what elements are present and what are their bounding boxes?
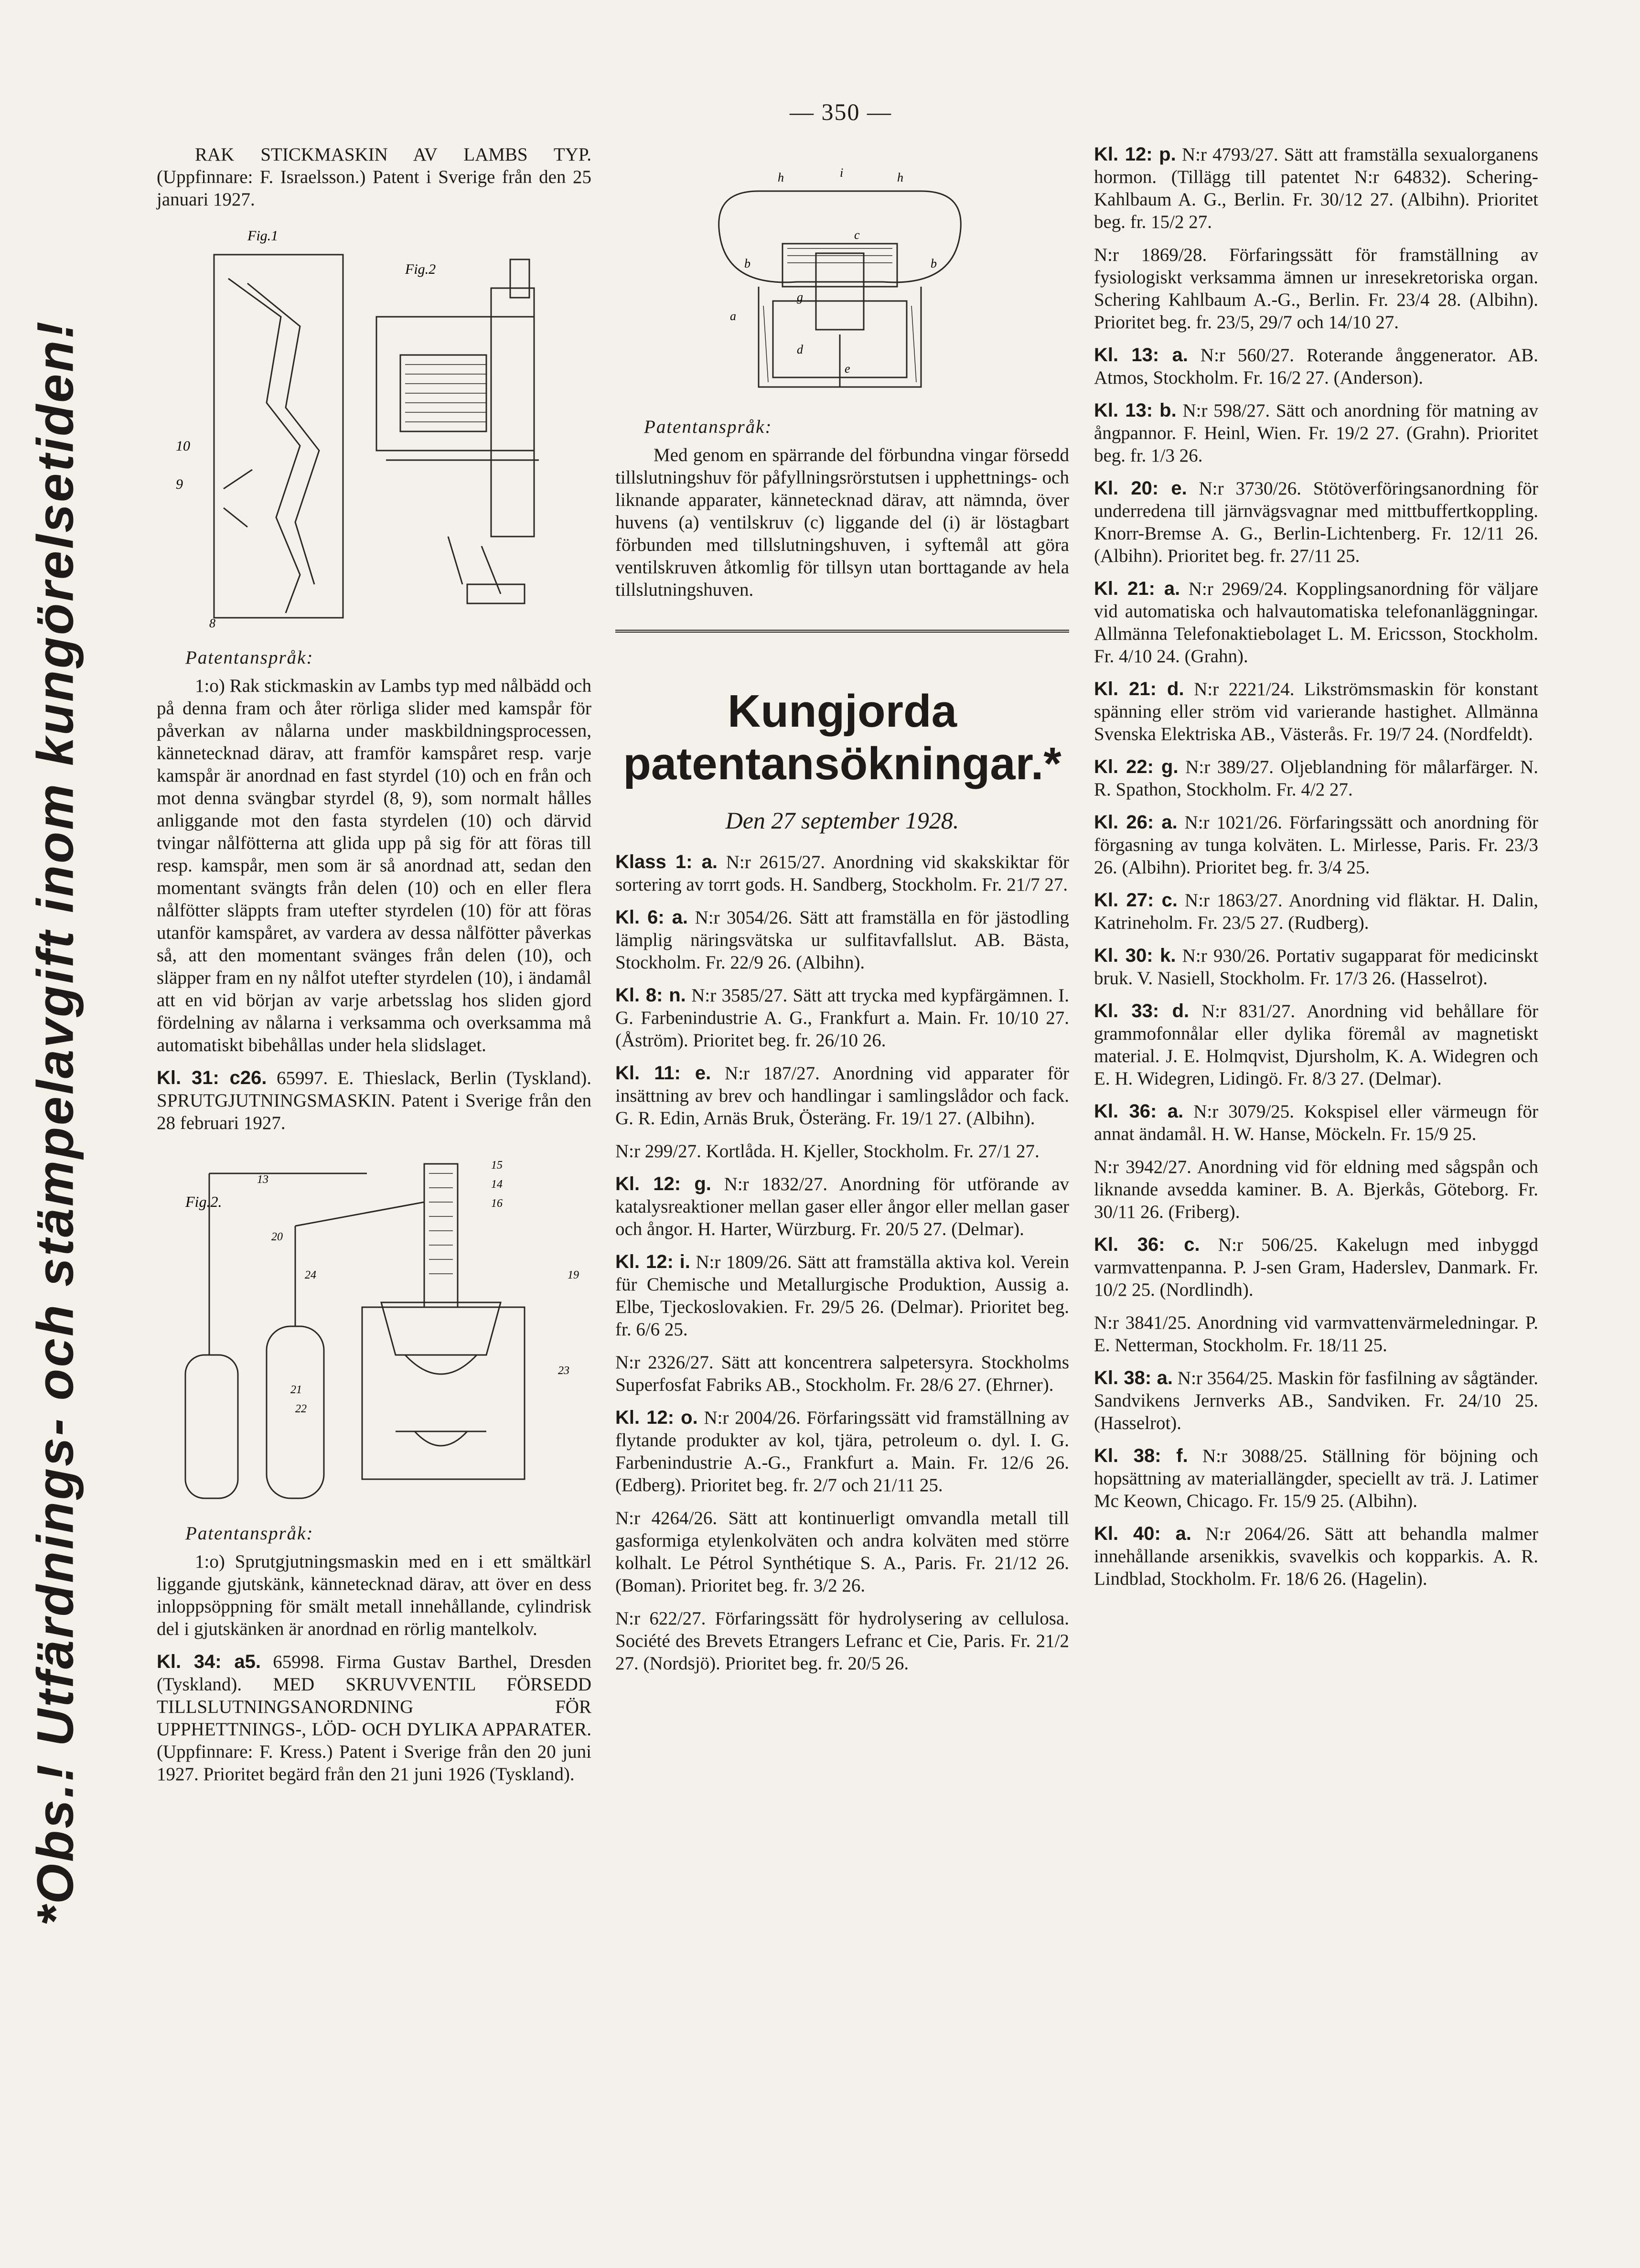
entry-text: N:r 1809/26. Sätt att framställa aktiva kol. Verein für Chemische und Metallurgische Produktion, Aussig a. Elbe, Tjeckoslovakien. Fr. 29/5 26. (Delmar). Prioritet beg. fr. 6/6 25. bbox=[615, 1252, 1069, 1340]
fig2b-num: 24 bbox=[305, 1269, 316, 1281]
class-heading: Kl. 34: a5. bbox=[157, 1651, 261, 1672]
class-heading: Kl. 12: g. bbox=[615, 1173, 711, 1194]
page-number: — 350 — bbox=[790, 98, 892, 125]
application-entry bbox=[615, 1607, 1069, 1675]
entry-text: N:r 389/27. Oljeblandning för målarfärger. N. R. Spathon, Stockholm. Fr. 4/2 27. bbox=[1094, 757, 1539, 800]
application-entry bbox=[1094, 244, 1538, 333]
class-heading: Kl. 12: o. bbox=[615, 1407, 698, 1428]
entry-text: N:r 2004/26. Förfaringssätt vid framställning av flytande produkter av kol, tjära, petroleum o. dyl. I. G. Farbenindustrie A.-G., Frankfurt a. Main. Fr. 12/6 26. (Edberg). Prioritet beg. fr. 2/7 och 21/11 25. bbox=[615, 1408, 1069, 1495]
class-heading: Kl. 38: a. bbox=[1094, 1367, 1173, 1388]
fig2b-num: 20 bbox=[271, 1231, 283, 1243]
class-heading: Kl. 26: a. bbox=[1094, 812, 1178, 833]
class-heading: Kl. 27: c. bbox=[1094, 890, 1178, 911]
entry-text: N:r 622/27. Förfaringssätt för hydrolysering av cellulosa. Société des Brevets Etrangers Lefranc et Cie, Paris. Fr. 21/2 27. (Nordsjö). Prioritet beg. fr. 20/5 26. bbox=[615, 1608, 1069, 1674]
section-divider bbox=[615, 630, 1069, 633]
entry-text: N:r 3079/25. Kokspisel eller värmeugn för annat ändamål. H. W. Hanse, Möckeln. Fr. 15/9 25. bbox=[1094, 1101, 1538, 1144]
class-heading: Kl. 40: a. bbox=[1094, 1523, 1191, 1544]
application-entry bbox=[615, 1173, 1069, 1240]
patent-entry: 65997. E. Thieslack, Berlin (Tyskland). SPRUTGJUTNINGSMASKIN. Patent i Sverige från den 28 februari 1927. bbox=[157, 1068, 591, 1133]
fig-label: h bbox=[778, 171, 784, 184]
application-entry bbox=[1094, 1000, 1538, 1090]
entry-text: N:r 930/26. Portativ sugapparat för medicinskt bruk. V. Nasiell, Stockholm. Fr. 17/3 26. (Hasselrot). bbox=[1094, 946, 1538, 989]
class-heading: Kl. 13: b. bbox=[1094, 400, 1177, 421]
entry-text: N:r 3942/27. Anordning vid för eldning med sågspån och liknande avsedda kaminer. B. A. Bjerkås, Göteborg. Fr. 30/11 26. (Friberg). bbox=[1094, 1157, 1538, 1222]
entry-text: N:r 1863/27. Anordning vid fläktar. H. Dalin, Katrineholm. Fr. 23/5 27. (Rudberg). bbox=[1094, 890, 1539, 933]
fig-label: h bbox=[897, 171, 903, 184]
fig1-num-10: 10 bbox=[176, 438, 190, 454]
claim-heading: Patentanspråk: bbox=[644, 417, 772, 437]
application-entry bbox=[1094, 344, 1538, 389]
application-entry bbox=[615, 984, 1069, 1052]
fig2b-num: 15 bbox=[491, 1159, 503, 1172]
class-heading: Kl. 11: e. bbox=[615, 1063, 711, 1084]
application-list bbox=[1094, 143, 1538, 1590]
fig1-num-8: 8 bbox=[209, 616, 215, 630]
claim-text: 1:o) Rak stickmaskin av Lambs typ med nålbädd och på denna fram och åter rörliga slider med kamspår för påverkan av nålarna under maskbildningsprocessen, kännetecknad därav, att framför kamspåret resp. varje kamspår är anordnad en fast styrdel (10) och en från och mot denna svängbar styrdel (8, 9), som normalt hålles anliggande mot den fasta styrdelen (10) och därvid tvingar nålfötterna att glida upp på sig för att föras till resp. kamspår, men som är så anordnad att, sedan den momentant svängts från delen (10) och en eller flera nålfötter släppts fram utefter styrdelen (10) för att föras utanför kamspåret, av vardera av dessa nålfötter påverkas så, att den momentant svänges från delen (10), och släpper fram en ny nålfot utefter styrdelen (10), i ändamål att en vid början av varje arbetsslag hos sliden gjord fördelning av nålarna i verksamma och overksamma må automatiskt bibehållas under hela slidslaget. bbox=[157, 676, 591, 1055]
entry-text: N:r 831/27. Anordning vid behållare för grammofonnålar eller dylika föremål av magnetiskt material. J. E. Holmqvist, Djursholm, K. A. Widegren och E. H. Widegren, Lidingö. Fr. 8/3 27. (Delmar). bbox=[1094, 1001, 1539, 1089]
claim-text: Med genom en spärrande del förbundna vingar försedd tillslutningshuv för påfyllningsrörstutsen i upphettnings- och liknande apparater, kännetecknad därav, att nämnda, över huvens (a) ventilskruv (c) liggande del (i) är löstagbart förbunden med tillslutningshuven, i syftemål att göra ventilskruven åtkomlig för tillsyn utan borttagande av hela tillslutningshuven. bbox=[615, 445, 1069, 600]
application-entry bbox=[1094, 1523, 1538, 1590]
fig2b-num: 14 bbox=[491, 1178, 503, 1191]
column-2 bbox=[615, 143, 1069, 1685]
fig2b-num: 19 bbox=[568, 1269, 579, 1281]
class-heading: Kl. 21: a. bbox=[1094, 578, 1180, 599]
application-entry bbox=[1094, 477, 1538, 567]
application-entry bbox=[1094, 889, 1538, 934]
column-3 bbox=[1094, 143, 1538, 1601]
entry-text: N:r 3088/25. Ställning för böjning och hopsättning av materiallängder, speciellt av trä. J. Latimer Mc Keown, Chicago. Fr. 15/9 25. (Albihn). bbox=[1094, 1446, 1538, 1511]
patent-entry: 65998. Firma Gustav Barthel, Dresden (Tyskland). MED SKRUVVENTIL FÖRSEDD TILLSLUTNINGSANORDNING FÖR UPPHETTNINGS-, LÖD- OCH DYLIKA APPARATER. (Uppfinnare: F. Kress.) Patent i Sverige från den 20 juni 1927. Prioritet begärd från den 21 juni 1926 (Tyskland). bbox=[157, 1652, 592, 1784]
application-entry bbox=[615, 851, 1069, 896]
class-heading: Kl. 38: f. bbox=[1094, 1445, 1188, 1466]
claim-heading: Patentanspråk: bbox=[185, 1523, 314, 1544]
fig2-label: Fig.2 bbox=[405, 261, 436, 277]
fig-label: i bbox=[840, 166, 844, 180]
fig2b-num: 22 bbox=[295, 1403, 307, 1415]
entry-text: N:r 1021/26. Förfaringssätt och anordning för förgasning av tunga kolväten. L. Mirlesse, Paris. Fr. 23/3 26. (Albihn). Prioritet beg. fr. 3/4 25. bbox=[1094, 812, 1539, 878]
fig2b-num: 23 bbox=[558, 1365, 569, 1377]
application-entry bbox=[615, 906, 1069, 974]
class-heading: Kl. 31: c26. bbox=[157, 1067, 267, 1088]
class-heading: Kl. 36: c. bbox=[1094, 1234, 1200, 1255]
application-entry bbox=[1094, 1445, 1538, 1512]
figure-tillslutningshuv bbox=[615, 162, 1064, 401]
class-heading: Kl. 13: a. bbox=[1094, 344, 1188, 365]
application-entry bbox=[1094, 1311, 1538, 1356]
class-heading: Kl. 21: d. bbox=[1094, 678, 1184, 699]
fig1-num-9: 9 bbox=[176, 476, 183, 492]
fig-label: c bbox=[854, 228, 860, 242]
fig2b-label: Fig.2. bbox=[185, 1193, 222, 1210]
fig2b-num: 21 bbox=[290, 1384, 302, 1396]
class-heading: Kl. 12: i. bbox=[615, 1251, 690, 1272]
fig-label: g bbox=[797, 290, 803, 304]
fig2b-num: 13 bbox=[257, 1173, 268, 1186]
application-entry bbox=[615, 1251, 1069, 1341]
application-entry bbox=[1094, 143, 1538, 233]
application-entry bbox=[615, 1351, 1069, 1396]
figure-1-stickmaskin bbox=[157, 221, 587, 632]
entry-text: N:r 598/27. Sätt och anordning för matning av ångpannor. F. Heinl, Wien. Fr. 19/2 27. (Grahn). Prioritet beg. fr. 1/3 26. bbox=[1094, 400, 1538, 466]
entry-text: N:r 2221/24. Likströmsmaskin för konstant spänning eller ström vid varierande hastighet. Allmänna Svenska Elektriska AB., Västerås. Fr. 19/7 24. (Nordfeldt). bbox=[1094, 679, 1538, 744]
claim-text: 1:o) Sprutgjutningsmaskin med en i ett smältkärl liggande gjutskänk, kännetecknad därav, att över en dess inloppsöppning för smält metall innehållande, cylindrisk del i gjutskänken är anordnad en rörlig mantelkolv. bbox=[157, 1551, 591, 1639]
entry-text: N:r 1869/28. Förfaringssätt för framställning av fysiologiskt verksamma ämnen ur inresekretoriska organ. Schering Kahlbaum A.-G., Berlin. Fr. 23/4 28. (Albihn). Prioritet beg. fr. 23/5, 29/7 och 14/10 27. bbox=[1094, 245, 1538, 333]
application-list bbox=[615, 851, 1069, 1675]
fig1-label: Fig.1 bbox=[247, 228, 279, 244]
class-heading: Kl. 22: g. bbox=[1094, 756, 1179, 777]
class-heading: Klass 1: a. bbox=[615, 851, 718, 872]
class-heading: Kl. 36: a. bbox=[1094, 1101, 1184, 1122]
section-title: Kungjorda patentansökningar.* bbox=[623, 686, 1061, 789]
entry-text: N:r 3564/25. Maskin för fasfilning av sågtänder. Sandvikens Jernverks AB., Sandviken. Fr. 24/10 25. (Hasselrot). bbox=[1094, 1368, 1539, 1433]
application-entry bbox=[1094, 1234, 1538, 1301]
figure-2-sprutgjutningsmaskin bbox=[157, 1145, 587, 1508]
application-entry bbox=[615, 1407, 1069, 1496]
entry-text: N:r 3730/26. Stötöverföringsanordning för underredena till järnvägsvagnar med mittbuffertkoppling. Knorr-Bremse A. G., Berlin-Lichtenberg. Fr. 12/11 26. (Albihn). Prioritet beg. fr. 27/11 25. bbox=[1094, 478, 1538, 566]
entry-text: N:r 187/27. Anordning vid apparater för insättning av brev och handlingar i samlingslådor och fack. G. R. Edin, Arnäs Bruk, Österäng. Fr. 19/1 27. (Albihn). bbox=[615, 1063, 1069, 1129]
fig-label: a bbox=[730, 309, 736, 323]
entry-text: N:r 506/25. Kakelugn med inbyggd varmvattenpanna. P. J-sen Gram, Haderslev, Danmark. Fr. 10/2 25. (Nordlindh). bbox=[1094, 1235, 1538, 1300]
entry-text: N:r 2969/24. Kopplingsanordning för väljare vid automatiska och halvautomatiska telefonanläggningar. Allmänna Telefonaktiebolaget L. M. Ericsson, Stockholm. Fr. 4/10 24. (Grahn). bbox=[1094, 579, 1539, 666]
class-heading: Kl. 6: a. bbox=[615, 907, 688, 928]
application-entry bbox=[1094, 399, 1538, 467]
fig-label: b bbox=[931, 257, 937, 270]
entry-text: N:r 3054/26. Sätt att framställa en för jästodling lämplig näringsvätska ur sulfitavfallslut. AB. Bästa, Stockholm. Fr. 22/9 26. (Albihn). bbox=[615, 907, 1070, 973]
section-date: Den 27 september 1928. bbox=[725, 807, 959, 834]
fig-label: b bbox=[744, 257, 750, 270]
class-heading: Kl. 12: p. bbox=[1094, 144, 1176, 165]
entry-text: N:r 2064/26. Sätt att behandla malmer innehållande arsenikkis, svavelkis och kopparkis. A. R. Lindblad, Stockholm. Fr. 18/6 26. (Hagelin). bbox=[1094, 1524, 1538, 1589]
application-entry bbox=[615, 1507, 1069, 1597]
fig-label: d bbox=[797, 343, 803, 356]
class-heading: Kl. 30: k. bbox=[1094, 945, 1176, 966]
claim-heading: Patentanspråk: bbox=[185, 647, 314, 668]
entry-text: N:r 3585/27. Sätt att trycka med kypfärgämnen. I. G. Farbenindustrie A. G., Frankfurt a. Main. Fr. 10/10 27. (Åström). Prioritet beg. fr. 26/10 26. bbox=[615, 985, 1069, 1051]
fig-label: e bbox=[845, 362, 850, 376]
entry-text: N:r 4264/26. Sätt att kontinuerligt omvandla metall till gasformiga etylenkolväten och andra kolväten med större kolhalt. Le Pétrol Synthétique S. A., Paris. Fr. 21/12 26. (Boman). Prioritet beg. fr. 3/2 26. bbox=[615, 1508, 1069, 1596]
application-entry bbox=[1094, 1100, 1538, 1145]
application-entry bbox=[1094, 756, 1538, 801]
entry-text: N:r 299/27. Kortlåda. H. Kjeller, Stockholm. Fr. 27/1 27. bbox=[615, 1141, 1040, 1161]
application-entry bbox=[1094, 578, 1538, 667]
application-entry bbox=[1094, 1367, 1538, 1434]
column-1 bbox=[157, 143, 591, 1796]
patent-intro: RAK STICKMASKIN AV LAMBS TYP. (Uppfinnare: F. Israelsson.) Patent i Sverige från den 25 januari 1927. bbox=[157, 144, 591, 210]
entry-text: N:r 4793/27. Sätt att framställa sexualorganens hormon. (Tillägg till patentet N:r 64832). Schering-Kahlbaum A. G., Berlin. Fr. 30/12 27. (Albihn). Prioritet beg. fr. 15/2 27. bbox=[1094, 144, 1538, 232]
entry-text: N:r 2326/27. Sätt att koncentrera salpetersyra. Stockholms Superfosfat Fabriks AB., Stockholm. Fr. 28/6 27. (Ehrner). bbox=[615, 1352, 1069, 1395]
class-heading: Kl. 20: e. bbox=[1094, 478, 1187, 499]
class-heading: Kl. 8: n. bbox=[615, 985, 686, 1006]
entry-text: N:r 2615/27. Anordning vid skakskiktar för sortering av torrt gods. H. Sandberg, Stockholm. Fr. 21/7 27. bbox=[615, 852, 1069, 895]
sidebar-notice-text: *Obs.! Utfärdnings- och stämpelavgift inom kungörelsetiden! bbox=[26, 319, 84, 1926]
fig2b-num: 16 bbox=[491, 1197, 503, 1210]
application-entry bbox=[615, 1062, 1069, 1129]
class-heading: Kl. 33: d. bbox=[1094, 1000, 1190, 1021]
application-entry bbox=[615, 1140, 1069, 1162]
sidebar-notice bbox=[10, 319, 100, 1926]
entry-text: N:r 1832/27. Anordning för utförande av katalysreaktioner mellan gaser eller ångor eller mellan gaser och ångor. H. Harter, Würzburg. Fr. 20/5 27. (Delmar). bbox=[615, 1174, 1070, 1239]
application-entry bbox=[1094, 811, 1538, 879]
entry-text: N:r 3841/25. Anordning vid varmvattenvärmeledningar. P. E. Netterman, Stockholm. Fr. 18/11 25. bbox=[1094, 1312, 1538, 1355]
application-entry bbox=[1094, 1156, 1538, 1223]
entry-text: N:r 560/27. Roterande ånggenerator. AB. Atmos, Stockholm. Fr. 16/2 27. (Anderson). bbox=[1094, 345, 1539, 388]
application-entry bbox=[1094, 678, 1538, 745]
application-entry bbox=[1094, 945, 1538, 989]
